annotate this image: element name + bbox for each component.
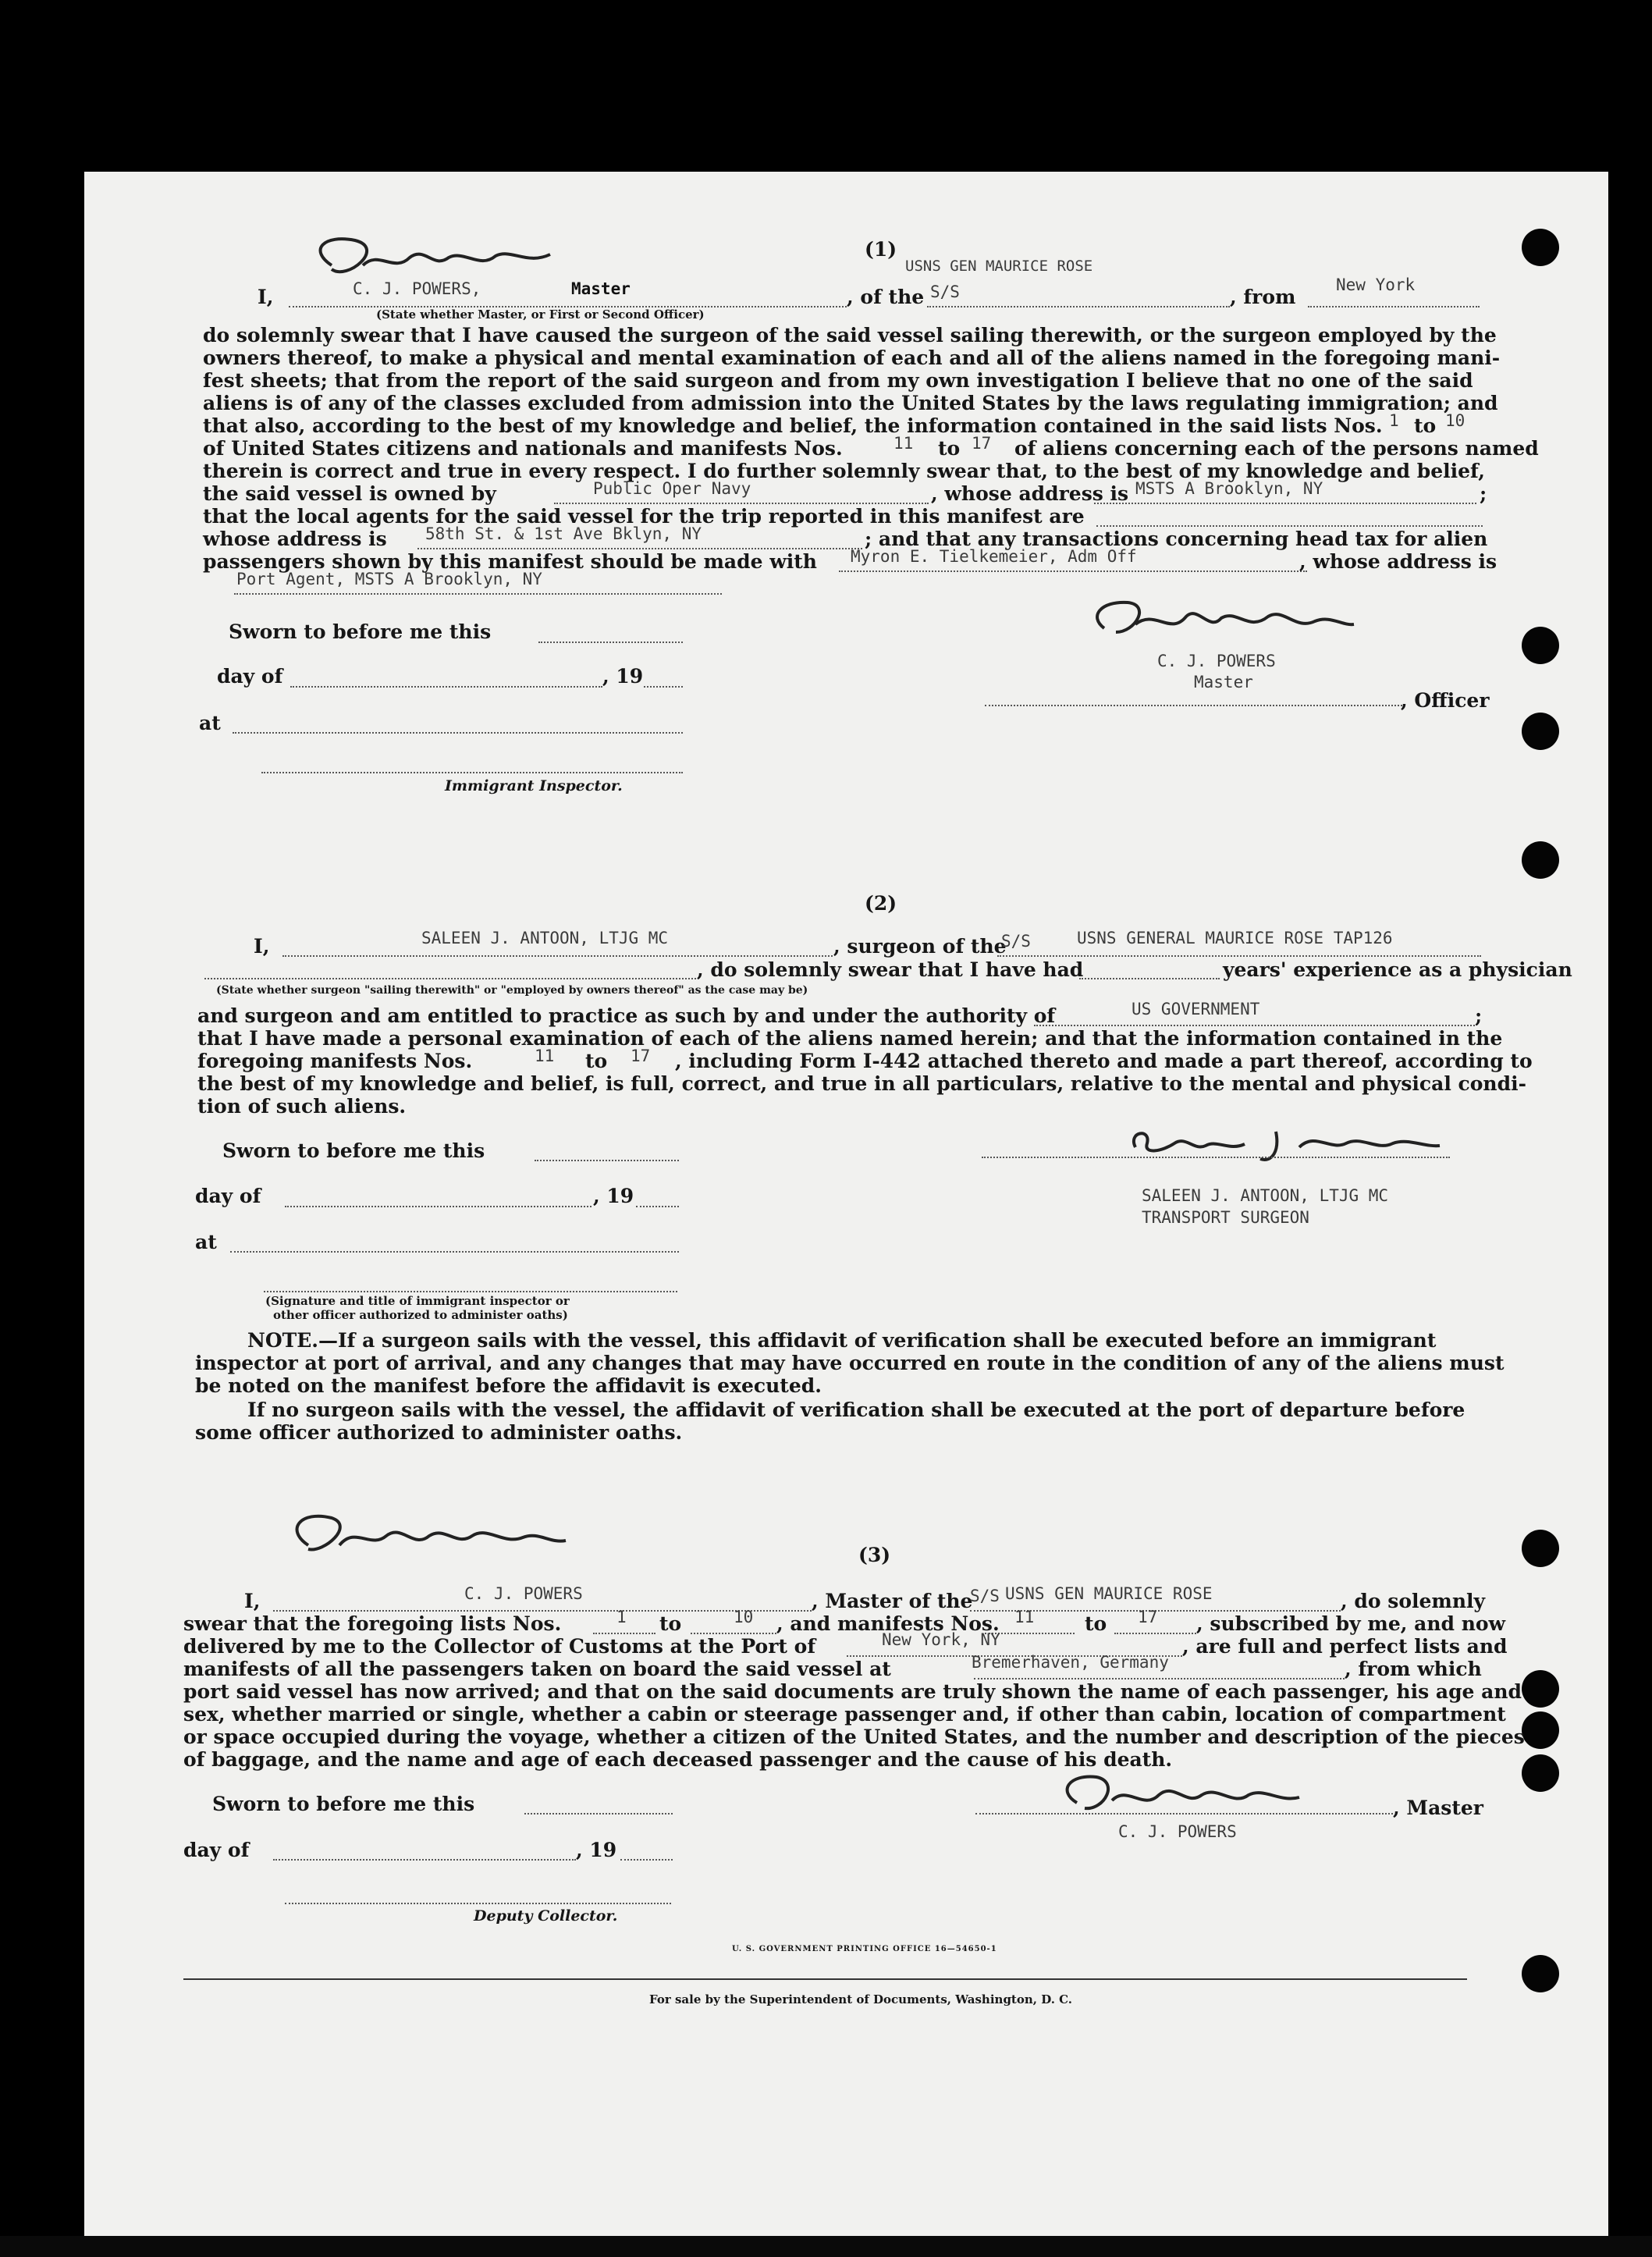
oath-text: , do solemnly swear that I have had [697, 958, 1084, 981]
note-text: some officer authorized to administer oaths. [195, 1421, 683, 1444]
binder-hole [1522, 713, 1559, 750]
fill-line [691, 1633, 776, 1634]
oath-text: manifests of all the passengers taken on board the said vessel at [183, 1658, 891, 1680]
master-name: C. J. POWERS, [353, 279, 481, 298]
fill-line [264, 1291, 677, 1292]
oath-text: swear that the foregoing lists Nos. [183, 1612, 562, 1635]
fill-line [282, 955, 833, 957]
to-word: to [585, 1050, 608, 1072]
note-text: be noted on the manifest before the affidavit is executed. [195, 1374, 822, 1397]
oath-text: aliens is of any of the classes excluded from admission into the United States by the laws regulating immigration; and [203, 392, 1498, 414]
surgeon-printed-title: TRANSPORT SURGEON [1142, 1208, 1309, 1227]
footer-rule [183, 1978, 1467, 1980]
to-word: to [938, 437, 961, 460]
ss-mark: S/S [970, 1587, 1000, 1605]
fill-line [1079, 978, 1220, 979]
arrival-port: New York, NY [882, 1630, 1000, 1649]
punctuation: ; [1475, 1004, 1483, 1027]
note-text: NOTE.—If a surgeon sails with the vessel, this affidavit of verification shall be executed before an immigrant [247, 1329, 1437, 1352]
oath-text: port said vessel has now arrived; and that on the said documents are truly shown the name of each passenger, his age and [183, 1680, 1522, 1703]
oath-text: of aliens concerning each of the persons named [1014, 437, 1539, 460]
year-label: , 19 [593, 1185, 634, 1207]
list-from: 1 [1389, 411, 1399, 430]
binder-hole [1522, 1670, 1559, 1708]
state-note: (State whether Master, or First or Second Officer) [376, 307, 705, 322]
oath-text: , and manifests Nos. [776, 1612, 1000, 1635]
scan-border [0, 2236, 1652, 2257]
fill-line [538, 642, 683, 643]
officer-label: , Officer [1401, 689, 1490, 712]
fill-line [620, 1859, 673, 1861]
surgeon-name: SALEEN J. ANTOON, LTJG MC [421, 929, 669, 947]
oath-text: , from which [1345, 1658, 1482, 1680]
fill-line [417, 548, 862, 549]
at-label: at [199, 712, 221, 734]
oath-text: , are full and perfect lists and [1182, 1635, 1508, 1658]
to-word: to [659, 1612, 682, 1635]
origin-port: Bremerhaven, Germany [972, 1653, 1169, 1672]
section-number: (1) [865, 238, 897, 261]
fill-line [290, 686, 602, 688]
note-text: If no surgeon sails with the vessel, the affidavit of verification shall be executed at the port of departure before [247, 1399, 1465, 1421]
master-signature [1081, 593, 1362, 652]
binder-hole [1522, 841, 1559, 879]
oath-text: whose address is [203, 528, 387, 550]
fill-line [273, 1610, 812, 1612]
at-label: at [195, 1231, 217, 1253]
master-printed-name: C. J. POWERS [1118, 1822, 1237, 1841]
fill-line [1034, 1025, 1475, 1026]
state-note: (State whether surgeon "sailing therewith" or "employed by owners thereof" as the case may be) [216, 984, 808, 997]
day-of-label: day of [183, 1839, 250, 1861]
section-number: (3) [858, 1544, 891, 1566]
list-from: 1 [616, 1608, 627, 1626]
master-printed-name: C. J. POWERS [1157, 652, 1276, 670]
signature-line [985, 705, 1402, 706]
fill-line [285, 1206, 592, 1207]
authority: US GOVERNMENT [1132, 1000, 1260, 1018]
signature-line [982, 1157, 1450, 1158]
master-printed-title: Master [1194, 673, 1253, 691]
owner-address: MSTS A Brooklyn, NY [1135, 479, 1323, 498]
binder-hole [1522, 1530, 1559, 1567]
surgeon-signature [1120, 1116, 1448, 1171]
oath-text: ; and that any transactions concerning head tax for alien [865, 528, 1488, 550]
to-word: to [1085, 1612, 1107, 1635]
oath-text: tion of such aliens. [197, 1095, 407, 1118]
oath-text: , whose address is [1299, 550, 1497, 573]
oath-text: and surgeon and am entitled to practice as such by and under the authority of [197, 1004, 1056, 1027]
fill-line [927, 306, 1230, 307]
oath-text: of baggage, and the name and age of each deceased passenger and the cause of his death. [183, 1748, 1173, 1771]
of-the-label: , of the [847, 286, 925, 308]
oath-text: the best of my knowledge and belief, is full, correct, and true in all particulars, relative to the mental and physical condi- [197, 1072, 1526, 1095]
to-word: to [1414, 414, 1437, 437]
vessel-name: USNS GEN MAURICE ROSE [905, 258, 1093, 275]
signature-note: (Signature and title of immigrant inspector or [265, 1294, 570, 1308]
sworn-label: Sworn to before me this [212, 1793, 475, 1815]
fill-line [233, 732, 683, 734]
binder-hole [1522, 627, 1559, 664]
list-to: 10 [734, 1608, 754, 1626]
fill-line [1094, 503, 1476, 504]
from-label: , from [1230, 286, 1296, 308]
ss-mark: S/S [930, 283, 960, 301]
day-of-label: day of [217, 665, 283, 688]
section-number: (2) [865, 892, 897, 915]
oath-text: do solemnly swear that I have caused the surgeon of the said vessel sailing therewith, or the surgeon employed by the [203, 324, 1497, 347]
sworn-label: Sworn to before me this [229, 620, 492, 643]
master-label: , Master [1393, 1797, 1483, 1819]
fill-line [839, 570, 1307, 572]
signature-line [975, 1813, 1393, 1814]
oath-text: that also, according to the best of my knowledge and belief, the information contained in the said lists Nos. [203, 414, 1383, 437]
master-title: Master [571, 279, 631, 298]
manifest-to: 17 [1138, 1608, 1158, 1626]
oath-text: fest sheets; that from the report of the said surgeon and from my own investigation I believe that no one of the said [203, 369, 1473, 392]
oath-text: , subscribed by me, and now [1196, 1612, 1506, 1635]
year-label: , 19 [602, 665, 644, 688]
oath-text: , including Form I-442 attached thereto and made a part thereof, according to [675, 1050, 1533, 1072]
oath-text: that I have made a personal examination of each of the aliens named herein; and that the information contained in the [197, 1027, 1503, 1050]
agent-address: 58th St. & 1st Ave Bklyn, NY [425, 524, 702, 543]
deputy-collector-label: Deputy Collector. [474, 1907, 618, 1925]
oath-text: owners thereof, to make a physical and mental examination of each and all of the aliens named in the foregoing mani- [203, 347, 1501, 369]
oath-text: delivered by me to the Collector of Customs at the Port of [183, 1635, 816, 1658]
fill-line [234, 593, 722, 595]
year-label: , 19 [576, 1839, 617, 1861]
tax-agent: Myron E. Tielkemeier, Adm Off [851, 547, 1137, 566]
fill-line [273, 1859, 576, 1861]
binder-hole [1522, 229, 1559, 266]
affiant-i: I, [244, 1590, 261, 1612]
fill-line [261, 772, 683, 773]
punctuation: ; [1480, 482, 1487, 505]
binder-hole [1522, 1754, 1559, 1792]
binder-hole [1522, 1955, 1559, 1992]
oath-text: foregoing manifests Nos. [197, 1050, 473, 1072]
gpo-imprint: U. S. GOVERNMENT PRINTING OFFICE 16—54650-1 [732, 1945, 997, 1953]
list-to: 10 [1445, 411, 1465, 430]
note-text: inspector at port of arrival, and any changes that may have occurred en route in the condition of any of the aliens must [195, 1352, 1505, 1374]
sale-notice: For sale by the Superintendent of Documents, Washington, D. C. [649, 1992, 1073, 2006]
fill-line [997, 955, 1481, 957]
oath-text: , do solemnly [1341, 1590, 1486, 1612]
fill-line [636, 1206, 679, 1207]
fill-line [644, 686, 683, 688]
sworn-label: Sworn to before me this [222, 1139, 485, 1162]
surgeon-of-label: , surgeon of the [833, 935, 1007, 958]
affiant-i: I, [258, 286, 274, 308]
surgeon-printed-name: SALEEN J. ANTOON, LTJG MC [1142, 1186, 1389, 1205]
oath-text: that the local agents for the said vessel for the trip reported in this manifest are [203, 505, 1085, 528]
ss-mark: S/S [1001, 932, 1031, 951]
fill-line [1308, 306, 1480, 307]
day-of-label: day of [195, 1185, 261, 1207]
master-signature [261, 1506, 574, 1569]
immigrant-inspector-label: Immigrant Inspector. [445, 777, 623, 794]
oath-text: or space occupied during the voyage, whether a citizen of the United States, and the number and description of the pieces [183, 1726, 1525, 1748]
fill-line [524, 1813, 673, 1814]
manifest-to: 17 [972, 434, 992, 453]
fill-line [593, 1633, 655, 1634]
affiant-i: I, [254, 935, 270, 958]
oath-text: , whose address is [931, 482, 1129, 505]
vessel-name: USNS GENERAL MAURICE ROSE TAP126 [1077, 929, 1393, 947]
master-name: C. J. POWERS [464, 1584, 583, 1603]
signature-note: other officer authorized to administer oaths) [273, 1308, 568, 1322]
owner: Public Oper Navy [593, 479, 751, 498]
fill-line [535, 1160, 679, 1161]
fill-line [1114, 1633, 1196, 1634]
manifest-to: 17 [631, 1047, 651, 1065]
departure-port: New York [1336, 275, 1416, 294]
tax-address: Port Agent, MSTS A Brooklyn, NY [236, 570, 542, 588]
vessel-name: USNS GEN MAURICE ROSE [1005, 1584, 1213, 1603]
manifest-from: 11 [535, 1047, 555, 1065]
binder-hole [1522, 1711, 1559, 1749]
master-of-label: , Master of the [812, 1590, 973, 1612]
oath-text: passengers shown by this manifest should be made with [203, 550, 817, 573]
fill-line [230, 1251, 679, 1253]
oath-text: therein is correct and true in every respect. I do further solemnly swear that, to the best of my knowledge and belief, [203, 460, 1485, 482]
oath-text: the said vessel is owned by [203, 482, 496, 505]
fill-line [1096, 525, 1483, 527]
fill-line [554, 503, 929, 504]
oath-text: years' experience as a physician [1223, 958, 1572, 981]
oath-text: of United States citizens and nationals and manifests Nos. [203, 437, 843, 460]
fill-line [974, 1678, 1345, 1679]
manifest-from: 11 [1014, 1608, 1035, 1626]
oath-text: sex, whether married or single, whether a cabin or steerage passenger and, if other than cabin, location of compartment [183, 1703, 1506, 1726]
manifest-from: 11 [894, 434, 914, 453]
